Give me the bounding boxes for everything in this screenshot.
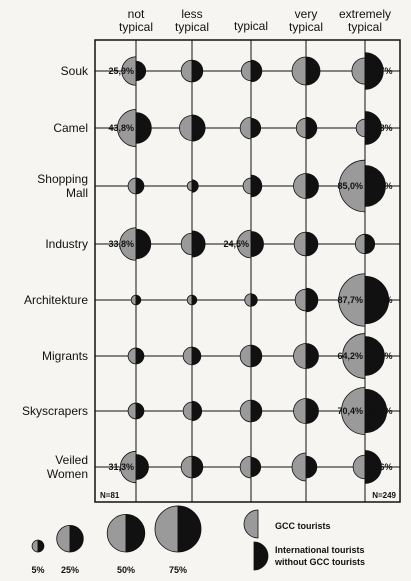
row-label-7-line-1: Women	[46, 467, 88, 481]
value-label-r5-c4: 64,2%	[337, 351, 363, 361]
size-legend-label-2: 50%	[116, 565, 136, 575]
column-header-4-line-1: typical	[347, 20, 383, 34]
value-label-r5-c4: 48,1%	[367, 351, 393, 361]
row-label-6-line-0: Skyscrapers	[21, 404, 88, 418]
column-header-0-line-0: not	[127, 7, 145, 21]
column-header-3-line-1: typical	[288, 20, 324, 34]
row-label-4-line-0: Architekture	[23, 293, 88, 307]
value-label-r0-c0: 25,9%	[108, 66, 134, 76]
row-label-1-line-0: Camel	[53, 121, 88, 135]
row-label-7-line-0: Veiled	[55, 453, 88, 467]
legend-international-label-line-0: International tourists	[275, 545, 365, 555]
value-label-r6-c4: 60,2%	[367, 406, 393, 416]
row-label-5-line-0: Migrants	[41, 349, 88, 363]
value-label-r2-c4: 53,6%	[367, 181, 393, 191]
column-header-0-line-1: typical	[118, 20, 154, 34]
value-label-r3-c2: 24,5%	[223, 239, 249, 249]
value-label-r4-c4: 71,8%	[367, 295, 393, 305]
column-header-3-line-0: very	[294, 7, 318, 21]
row-label-3-line-0: Industry	[45, 237, 88, 251]
value-label-r7-c4: 34,6%	[367, 462, 393, 472]
value-label-r1-c4: 34,8%	[367, 123, 393, 133]
column-header-1-line-0: less	[181, 7, 203, 21]
sample-size-international: N=249	[372, 491, 396, 500]
legend-international-label-line-1: without GCC tourists	[275, 557, 365, 567]
size-legend-label-1: 25%	[60, 565, 80, 575]
value-label-r1-c0: 43,8%	[108, 123, 134, 133]
size-legend-label-0: 5%	[31, 565, 45, 575]
column-header-2-line-0: typical	[233, 19, 269, 33]
value-label-r2-c4: 85,0%	[337, 181, 363, 191]
size-legend-label-3: 75%	[168, 565, 188, 575]
value-label-r4-c4: 87,7%	[337, 295, 363, 305]
sample-size-gcc: N=81	[100, 491, 120, 500]
row-label-2-line-0: Shopping	[37, 172, 88, 186]
row-label-2-line-1: Mall	[65, 186, 88, 200]
value-label-r0-c4: 42,7%	[367, 66, 393, 76]
legend-gcc-label: GCC tourists	[275, 521, 331, 531]
row-label-0-line-0: Souk	[60, 64, 88, 78]
value-label-r6-c4: 70,4%	[337, 406, 363, 416]
value-label-r7-c0: 31,3%	[108, 462, 134, 472]
column-header-4-line-0: extremely	[338, 7, 392, 21]
value-label-r3-c0: 33,8%	[108, 239, 134, 249]
column-header-1-line-1: typical	[174, 20, 210, 34]
